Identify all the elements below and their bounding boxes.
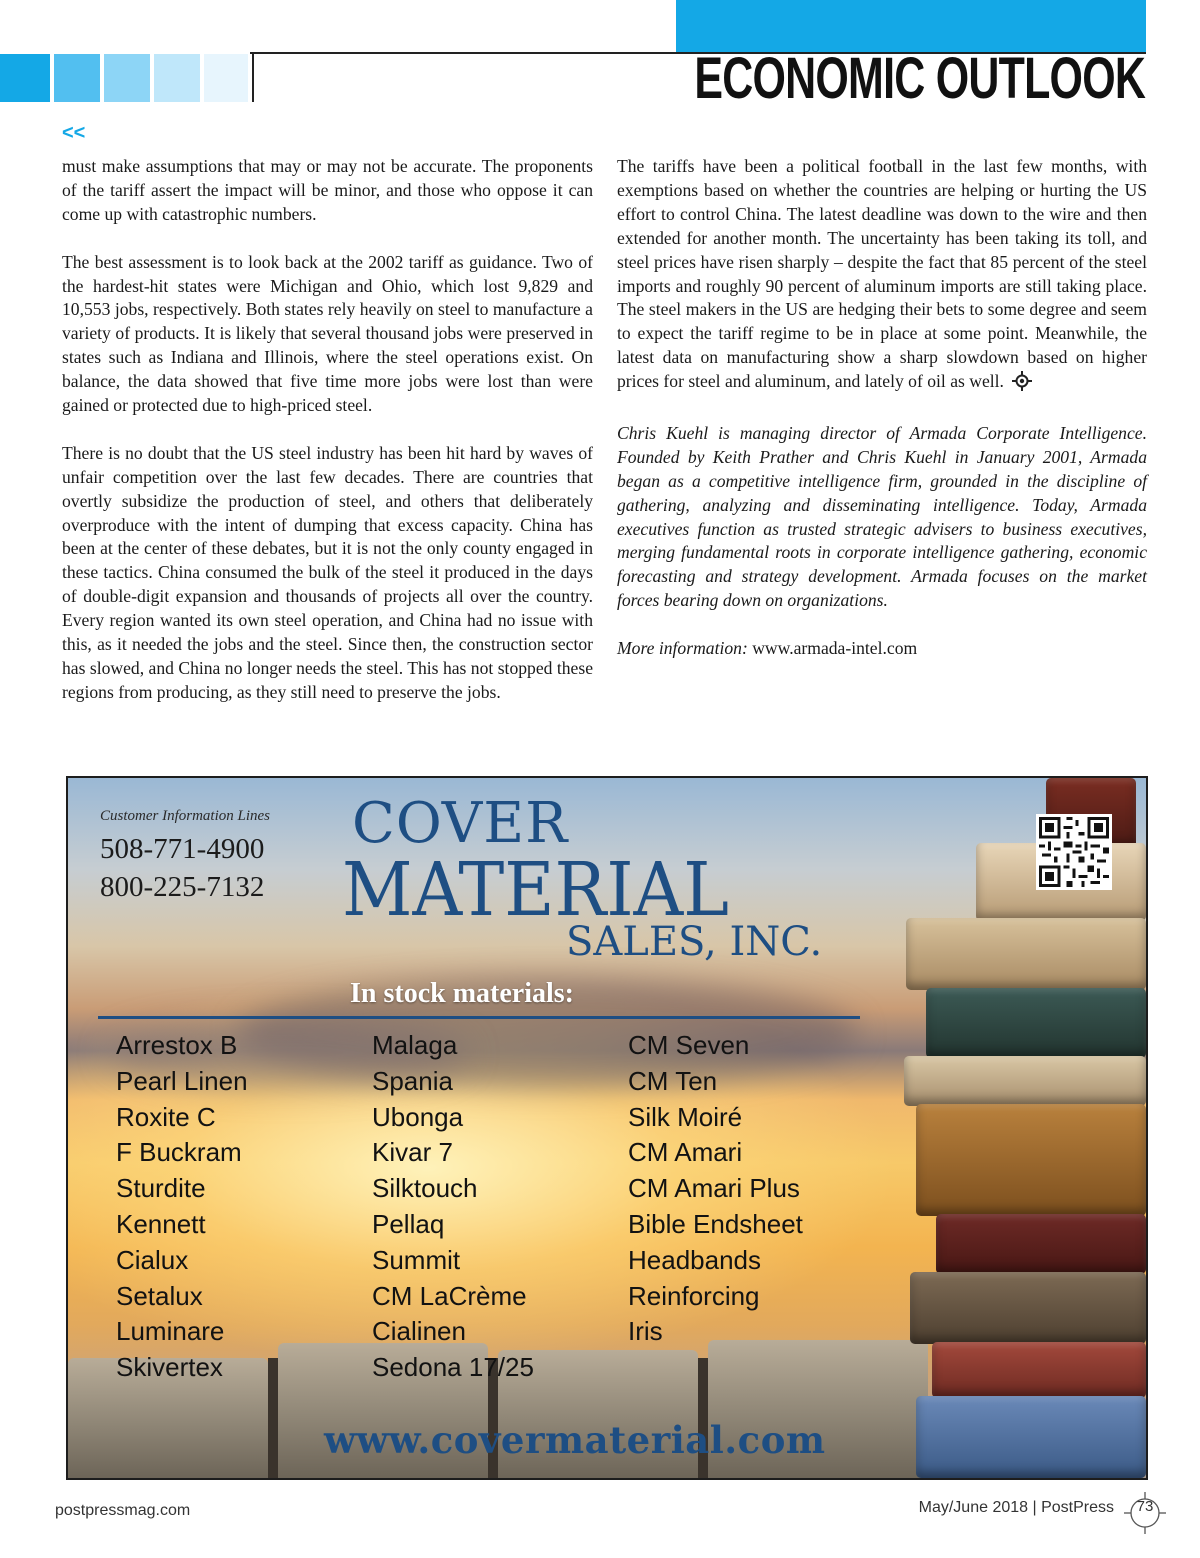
stock-materials-rule [98, 1016, 860, 1019]
brand-name-sales: SALES, INC. [566, 919, 823, 965]
header-tile [0, 54, 50, 102]
book [932, 1342, 1146, 1398]
material-item: Setalux [116, 1280, 203, 1311]
article-paragraph: The best assessment is to look back at the 2002 tariff as guidance. Two of the hardest-hit states were Michigan and Ohio, which lost 9,829 and 10,553 jobs, respectively. Both states rely heavily on steel to manufacture a variety of products. It is likely that several thousand jobs were preserved in states such as Indiana and Illinois, where the steel operations exist. On balance, the data showed that five time more jobs were lost than were gained or protected due to high-priced steel. [62, 251, 593, 416]
footer-issue-label: May/June 2018 | PostPress [918, 1499, 1114, 1516]
brand-name-cover: COVER [352, 791, 569, 856]
material-item: Sturdite [116, 1173, 206, 1204]
article-paragraph: There is no doubt that the US steel industry has been hit hard by waves of unfair competition over the last few decades. There are countries that overtly subsidize the production of steel, and others that deliberately overproduce with the intent of dumping that excess capacity. China has been at the center of these debates, but it is not the only county engaged in these tactics. China consumed the bulk of the steel it produced in the days of double-digit expansion and thousands of projects all over the country. Every region wanted its own steel operation, and China had no issue with this, as it needed the jobs and the steel. Since then, the construction sector has slowed, and China no longer needs the steel. This has not stopped these regions from producing, as they still need to preserve the jobs. [62, 442, 593, 702]
material-item: Arrestox B [116, 1030, 238, 1060]
book [910, 1272, 1146, 1344]
phone-number[interactable]: 508-771-4900 [100, 833, 265, 865]
advertiser-website-link[interactable]: www.covermaterial.com [324, 1418, 826, 1462]
phone-number[interactable]: 800-225-7132 [100, 871, 265, 903]
cover-material-advertisement [66, 776, 1148, 1480]
material-item: CM Amari Plus [628, 1173, 800, 1204]
book [926, 988, 1146, 1058]
book [936, 1214, 1146, 1274]
material-item: Luminare [116, 1316, 225, 1347]
author-bio: Chris Kuehl is managing director of Armada Corporate Intelligence. Founded by Keith Prather and Chris Kuehl in January 2001, Armada began as a competitive intelligence firm, grounded in the discipline of gathering, analyzing and disseminating intelligence. Today, Armada executives function as trusted strategic advisers to business executives, merging fundamental roots in corporate intelligence gathering, economic forecasting and strategy development. Armada focuses on the market forces bearing down on organizations. [617, 422, 1147, 611]
book [916, 1396, 1146, 1478]
material-item: CM Amari [628, 1137, 743, 1168]
crosshair-end-mark-icon [1012, 371, 1032, 398]
materials-column [372, 1028, 534, 1386]
book [904, 1056, 1146, 1106]
material-item: Sedona 17/25 [372, 1352, 534, 1383]
more-information [617, 637, 1147, 661]
material-item: CM Seven [628, 1030, 750, 1060]
material-item: Malaga [372, 1030, 458, 1060]
qr-code-icon[interactable] [1036, 814, 1112, 890]
article-paragraph-text: The tariffs have been a political football in the last few months, with exemptions based on whether the countries are helping or hurting the US effort to control China. The latest deadline was down to the wire and then extended for another month. The uncertainty has been taking its toll, and steel prices have risen sharply – despite the fact that 85 percent of the steel imports and roughly 90 percent of aluminum imports are still taking place. The steel makers in the US are hedging their bets to some degree and seem to expect the tariff regime to be in place at some point. Meanwhile, the latest data on manufacturing show a sharp slowdown based on higher prices for steel and aluminum, and lately of oil as well. [617, 156, 1147, 392]
material-item: Roxite C [116, 1101, 216, 1132]
customer-info-label: Customer Information Lines [100, 808, 271, 824]
footer-site-link[interactable]: postpressmag.com [55, 1502, 191, 1519]
page-number: 73 [1136, 1498, 1154, 1515]
more-information-link[interactable]: www.armada-intel.com [752, 638, 918, 659]
article-paragraph [617, 155, 1147, 398]
section-title: ECONOMIC OUTLOOK [694, 46, 1145, 111]
deck-gap [268, 1358, 278, 1478]
header-tile [154, 54, 200, 102]
header-tile [104, 54, 150, 102]
back-navigation-link[interactable]: << [62, 122, 86, 144]
materials-column [116, 1028, 248, 1386]
material-item: Reinforcing [628, 1280, 760, 1311]
material-item: Cialux [116, 1244, 189, 1275]
stock-materials-heading: In stock materials: [350, 978, 574, 1009]
material-item: CM Ten [628, 1065, 718, 1096]
material-item: Ubonga [372, 1101, 464, 1132]
material-item: Silk Moiré [628, 1101, 743, 1132]
article-paragraph: must make assumptions that may or may not be accurate. The proponents of the tariff assert the impact will be minor, and those who oppose it can come up with catastrophic numbers. [62, 156, 593, 224]
material-item: Summit [372, 1244, 461, 1275]
article-column-right [617, 155, 1147, 661]
material-item: Cialinen [372, 1316, 466, 1347]
header-tile [204, 54, 248, 102]
material-item: Skivertex [116, 1352, 223, 1383]
material-item: Headbands [628, 1244, 761, 1275]
more-information-label: More information: [617, 638, 748, 659]
header-rule-end [252, 52, 254, 102]
header-tile [54, 54, 100, 102]
material-item: Kennett [116, 1208, 206, 1239]
book [906, 918, 1146, 990]
material-item: Pearl Linen [116, 1065, 248, 1096]
materials-column [628, 1028, 803, 1350]
book [916, 1104, 1146, 1216]
article-column-left [62, 155, 593, 705]
material-item: CM LaCrème [372, 1280, 527, 1311]
brand-name-material: MATERIAL [342, 847, 729, 933]
material-item: Pellaq [372, 1208, 445, 1239]
material-item: Bible Endsheet [628, 1208, 803, 1239]
header-accent-bar [676, 0, 1146, 52]
material-item: Silktouch [372, 1173, 478, 1204]
material-item: F Buckram [116, 1137, 242, 1168]
material-item: Spania [372, 1065, 453, 1096]
material-item: Kivar 7 [372, 1137, 453, 1168]
material-item: Iris [628, 1316, 663, 1347]
